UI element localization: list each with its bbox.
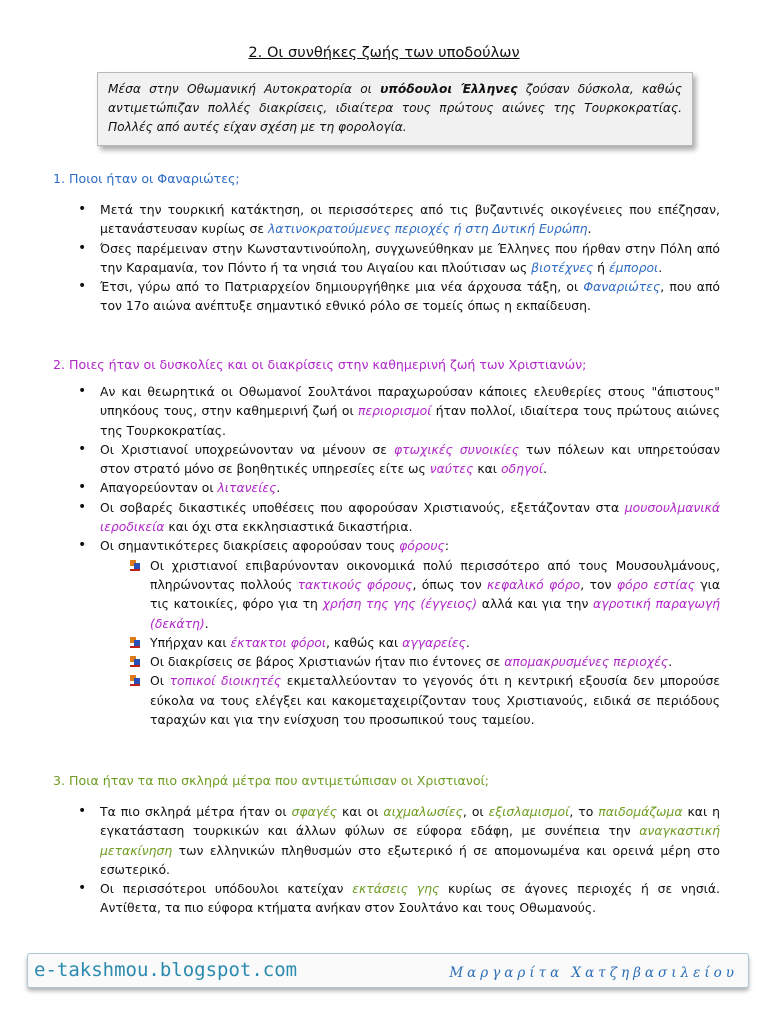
text: Οι σοβαρές δικαστικές υποθέσεις που αφορούσαν Χριστιανούς, εξετάζονταν στα bbox=[100, 499, 625, 515]
section1-heading: 1. Ποιοι ήταν οι Φαναριώτες; bbox=[53, 171, 240, 186]
list-item bbox=[78, 498, 720, 537]
text: Οι περισσότεροι υπόδουλοι κατείχαν bbox=[100, 881, 353, 897]
text: για τις κατοικίες, φόρο για τη bbox=[150, 576, 721, 612]
text: , όπως τον bbox=[412, 576, 487, 592]
text: Τα πιο σκληρά μέτρα ήταν οι bbox=[100, 804, 292, 819]
highlight: φόρους bbox=[399, 538, 445, 554]
intro-bold: υπόδουλοι Έλληνες bbox=[380, 82, 518, 96]
text: . bbox=[543, 461, 548, 477]
highlight: τοπικοί διοικητές bbox=[169, 673, 282, 689]
text: ή bbox=[593, 259, 609, 275]
author-name: Μαργαρίτα Χατζηβασιλείου bbox=[449, 965, 738, 981]
highlight: αναγκαστική μετακίνηση bbox=[100, 823, 720, 858]
highlight: Φαναριώτες bbox=[583, 279, 661, 295]
list-item bbox=[78, 802, 720, 879]
site-link[interactable]: e-takshmou.blogspot.com bbox=[34, 959, 298, 981]
highlight: έμποροι bbox=[608, 259, 659, 275]
intro-text-2: ζούσαν δύσκολα, καθώς αντιμετώπιζαν πολλές διακρίσεις, ιδιαίτερα τους πρώτους αιώνες της Τουρκοκρατίας. Πολλές από αυτές είχαν σχέση με τη φορολογία. bbox=[108, 82, 682, 134]
text: , που από τον 17ο αιώνα ανέπτυξε σημαντικό εθνικό ρόλο σε τομείς όπως η εκπαίδευση. bbox=[100, 279, 720, 314]
text: Οι χριστιανοί επιβαρύνονταν οικονομικά πολύ περισσότερο από τους Μουσουλμάνους, πληρώνοντας πολλούς bbox=[150, 557, 720, 592]
highlight: απομακρυσμένες περιοχές bbox=[504, 654, 669, 670]
text: Αν και θεωρητικά οι Οθωμανοί Σουλτάνοι παραχωρούσαν κάποιες ελευθερίες στους "άπιστους" υπηκόους τους, στην καθημερινή ζωή οι bbox=[100, 384, 720, 419]
text: Όσες παρέμειναν στην Κωνσταντινούπολη, συγχωνεύθηκαν με Έλληνες που ήρθαν στην Πόλη από την Καραμανία, τον Πόντο ή τα νησιά του Αιγαίου και πλούτισαν ως bbox=[100, 240, 720, 275]
text: , οι bbox=[462, 804, 489, 819]
highlight: χρήση της γης (έγγειος) bbox=[322, 596, 478, 612]
text: Έτσι, γύρω από το Πατριαρχείον δημιουργήθηκε μια νέα άρχουσα τάξη, οι bbox=[100, 279, 584, 295]
list-item bbox=[78, 239, 720, 278]
sub-list-item bbox=[126, 652, 720, 671]
highlight: φτωχικές συνοικίες bbox=[393, 441, 519, 457]
sub-list-item bbox=[126, 671, 720, 729]
highlight: εκτάσεις γης bbox=[352, 881, 440, 897]
text: Απαγορεύονταν οι bbox=[100, 480, 218, 496]
highlight: τακτικούς φόρους bbox=[297, 576, 413, 592]
text: ήταν πολλοί, ιδιαίτερα τους πρώτους αιώνες της Τουρκοκρατίας. bbox=[100, 403, 721, 438]
intro-box bbox=[97, 72, 693, 146]
highlight: σφαγές bbox=[291, 804, 338, 819]
highlight: οδηγοί bbox=[500, 461, 544, 477]
bullet-icon bbox=[130, 675, 140, 686]
tax-sublist bbox=[100, 556, 720, 730]
bullet-icon bbox=[130, 560, 140, 571]
text: και οι bbox=[337, 804, 384, 819]
highlight: κεφαλικό φόρο bbox=[487, 576, 581, 592]
list-item bbox=[78, 277, 720, 316]
text: εκμεταλλεύονταν το γεγονός ότι η κεντρική εξουσία δεν μπορούσε εύκολα να τους ελέγξει και κακομεταχειρίζονταν τους Χριστιανούς, ειδικά σε περιόδους ταραχών και για την ενίσχυση του προσωπικού τους ταμείου. bbox=[150, 673, 720, 728]
section3-list bbox=[78, 802, 720, 918]
highlight: έκτακτοι φόροι bbox=[230, 634, 327, 650]
highlight: αγγαρείες bbox=[402, 634, 466, 650]
highlight: αιχμαλωσίες bbox=[383, 804, 463, 819]
text: αλλά και για την bbox=[477, 596, 594, 612]
footer-banner bbox=[27, 953, 749, 988]
text: Οι Χριστιανοί υποχρεώνονταν να μένουν σε bbox=[100, 441, 394, 457]
text: . bbox=[658, 259, 663, 275]
text: των πόλεων και υπηρετούσαν στον στρατό μόνο σε βοηθητικές υπηρεσίες είτε ως bbox=[100, 441, 720, 477]
highlight: φόρο εστίας bbox=[616, 576, 695, 592]
list-item bbox=[78, 478, 720, 497]
text: και η εγκατάσταση τουρκικών και άλλων φύλων σε εύφορα εδάφη, με συνέπεια την bbox=[100, 804, 720, 839]
text: και bbox=[473, 461, 501, 477]
text: Οι σημαντικότερες διακρίσεις αφορούσαν τους bbox=[100, 538, 400, 554]
highlight: αγροτική παραγωγή (δεκάτη) bbox=[150, 596, 721, 631]
section3-heading: 3. Ποια ήταν τα πιο σκληρά μέτρα που αντιμετώπισαν οι Χριστιανοί; bbox=[53, 773, 490, 788]
highlight: λιτανείες bbox=[217, 480, 277, 496]
highlight: εξισλαμισμοί bbox=[488, 804, 570, 819]
text: : bbox=[444, 538, 449, 554]
text: . bbox=[276, 480, 281, 496]
list-item bbox=[78, 440, 720, 479]
text: Υπήρχαν και bbox=[150, 634, 231, 650]
text: , το bbox=[569, 804, 599, 819]
text: Μετά την τουρκική κατάκτηση, οι περισσότερες από τις βυζαντινές οικογένειες που επέζησαν, μετανάστευσαν κυρίως σε bbox=[100, 202, 720, 237]
text: . bbox=[465, 634, 470, 650]
text: Οι bbox=[150, 673, 170, 689]
section2-list bbox=[78, 382, 720, 729]
list-item bbox=[78, 879, 720, 918]
section1-list bbox=[78, 200, 720, 316]
highlight: λατινοκρατούμενες περιοχές ή στη Δυτική Ευρώπη bbox=[267, 221, 588, 237]
page-title: 2. Οι συνθήκες ζωής των υποδούλων bbox=[248, 44, 520, 61]
text: Οι διακρίσεις σε βάρος Χριστιανών ήταν πιο έντονες σε bbox=[150, 654, 505, 670]
text: κυρίως σε άγονες περιοχές ή σε νησιά. Αντίθετα, τα πιο εύφορα κτήματα ανήκαν στον Σουλτάνο και τους Οθωμανούς. bbox=[100, 881, 720, 916]
text: των ελληνικών πληθυσμών στο εξωτερικό ή σε απομονωμένα και ορεινά μέρη στο εσωτερικό. bbox=[100, 842, 720, 877]
text: . bbox=[587, 221, 592, 237]
highlight: μουσουλμανικά ιεροδικεία bbox=[100, 499, 720, 535]
text: . bbox=[668, 654, 673, 670]
sub-list-item bbox=[126, 556, 720, 633]
intro-text-1: Μέσα στην Οθωμανική Αυτοκρατορία οι bbox=[108, 82, 381, 96]
highlight: περιορισμοί bbox=[357, 403, 432, 419]
bullet-icon bbox=[130, 637, 140, 648]
list-item bbox=[78, 382, 720, 440]
section2-heading: 2. Ποιες ήταν οι δυσκολίες και οι διακρίσεις στην καθημερινή ζωή των Χριστιανών; bbox=[53, 357, 587, 372]
bullet-icon bbox=[130, 656, 140, 667]
sub-list-item bbox=[126, 633, 720, 652]
highlight: παιδομάζωμα bbox=[598, 804, 683, 819]
list-item bbox=[78, 536, 720, 729]
text: και όχι στα εκκλησιαστικά δικαστήρια. bbox=[164, 519, 413, 535]
text: , τον bbox=[580, 576, 617, 592]
text: , καθώς και bbox=[326, 634, 403, 650]
text: . bbox=[204, 615, 209, 631]
highlight: βιοτέχνες bbox=[531, 259, 594, 275]
list-item bbox=[78, 200, 720, 239]
highlight: ναύτες bbox=[429, 461, 474, 477]
